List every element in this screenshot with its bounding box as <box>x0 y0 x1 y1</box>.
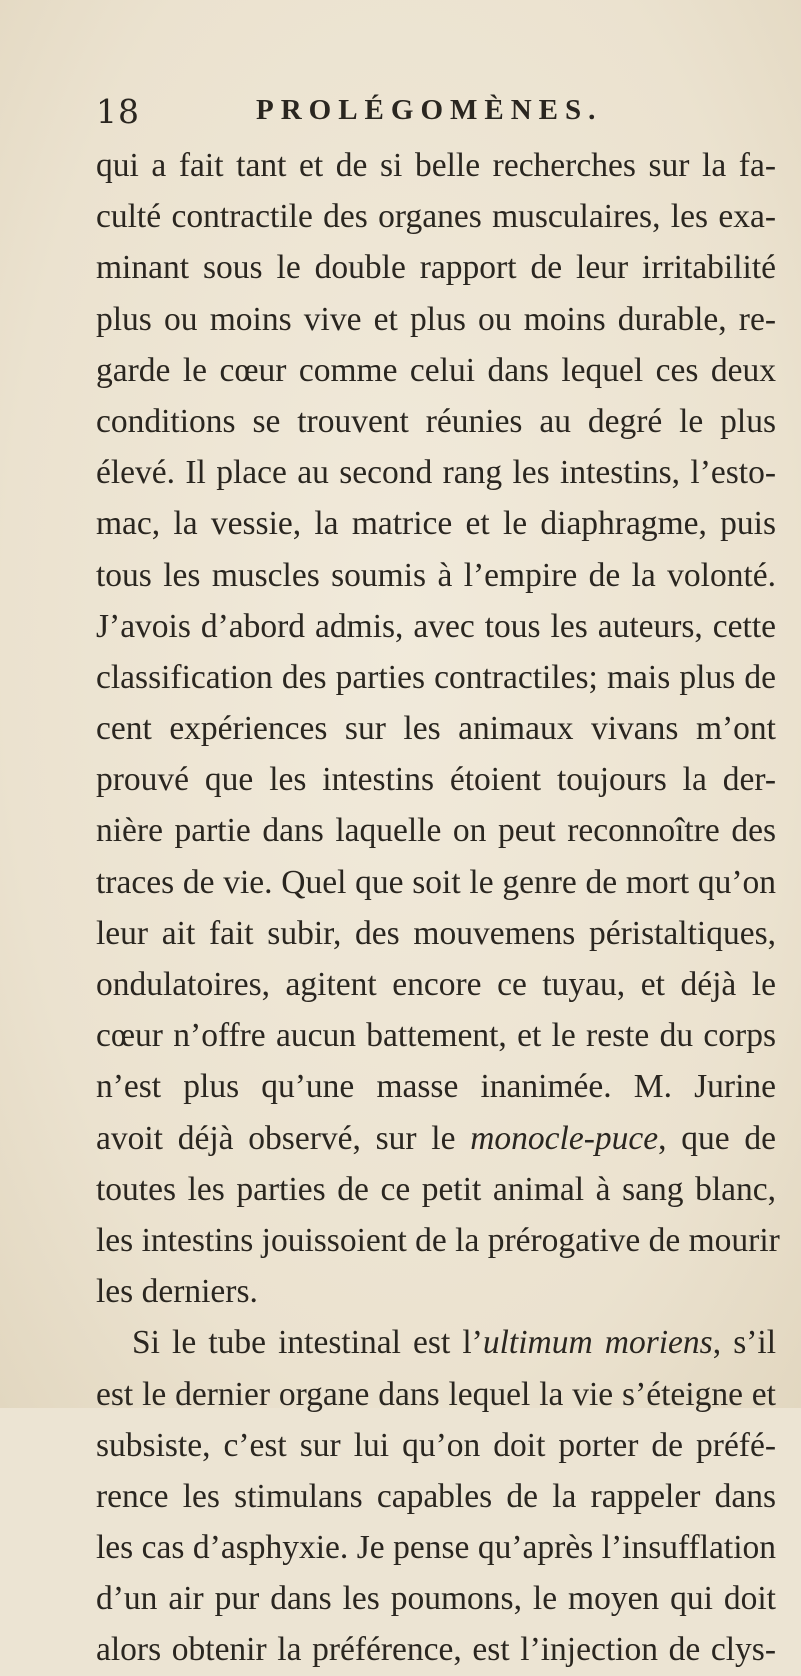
text-line: les intestins jouissoient de la prérogative de mourir <box>96 1221 780 1259</box>
italic-term: monocle-puce <box>470 1119 659 1157</box>
text-line: les cas d’asphyxie. Je pense qu’après l’insufflation <box>96 1529 776 1567</box>
text-line: mac, la vessie, la matrice et le diaphragme, puis <box>96 505 776 543</box>
paragraph-end-line: les derniers. <box>96 1273 258 1311</box>
text-line: prouvé que les intestins étoient toujours la der- <box>96 761 776 799</box>
text-line: nière partie dans laquelle on peut reconnoître des <box>96 812 776 850</box>
text-line: élevé. Il place au second rang les intestins, l’esto- <box>96 454 776 492</box>
text-line: est le dernier organe dans lequel la vie s’éteigne et <box>96 1375 776 1413</box>
text-line: culté contractile des organes musculaires, les exa- <box>96 198 776 236</box>
text-line: ondulatoires, agitent encore ce tuyau, et déjà le <box>96 966 776 1003</box>
text-line: garde le cœur comme celui dans lequel ces deux <box>96 351 776 389</box>
text-line: qui a fait tant et de si belle recherches sur la fa- <box>96 147 776 184</box>
text-line: conditions se trouvent réunies au degré le plus <box>96 402 776 440</box>
text-line: toutes les parties de ce petit animal à sang blanc, <box>96 1170 776 1208</box>
text-line: rence les stimulans capables de la rappeler dans <box>96 1477 776 1515</box>
text-fragment: avoit déjà observé, sur le <box>96 1119 471 1157</box>
text-line: alors obtenir la préférence, est l’injection de clys- <box>96 1631 776 1669</box>
text-line-with-italic <box>96 1113 776 1164</box>
page-number: 18 <box>96 92 140 131</box>
paragraph-start-line <box>96 1317 776 1368</box>
text-line: cent expériences sur les animaux vivans m’ont <box>96 710 776 748</box>
text-line: J’avois d’abord admis, avec tous les auteurs, cette <box>96 607 776 645</box>
text-line: classification des parties contractiles; mais plus de <box>96 658 776 696</box>
text-line: plus ou moins vive et plus ou moins durable, re- <box>96 300 776 338</box>
body-text <box>96 140 780 1676</box>
text-line: minant sous le double rapport de leur irritabilité <box>96 249 776 287</box>
text-line: d’un air pur dans les poumons, le moyen qui doit <box>96 1580 776 1618</box>
text-fragment: , que de <box>658 1119 776 1157</box>
text-line: subsiste, c’est sur lui qu’on doit porter de préfé- <box>96 1426 776 1464</box>
text-line: n’est plus qu’une masse inanimée. M. Jurine <box>96 1068 776 1106</box>
text-fragment: , s’il <box>712 1324 777 1362</box>
text-line: cœur n’offre aucun battement, et le reste du corps <box>96 1017 776 1055</box>
text-line: leur ait fait subir, des mouvemens péristaltiques, <box>96 914 776 952</box>
text-line: traces de vie. Quel que soit le genre de mort qu’on <box>96 863 776 901</box>
page-header <box>96 92 776 142</box>
running-title: PROLÉGOMÈNES. <box>256 94 603 126</box>
italic-term: ultimum moriens <box>482 1324 713 1362</box>
text-fragment: Si le tube intestinal est l’ <box>132 1324 483 1362</box>
text-line: tous les muscles soumis à l’empire de la volonté. <box>96 556 776 594</box>
